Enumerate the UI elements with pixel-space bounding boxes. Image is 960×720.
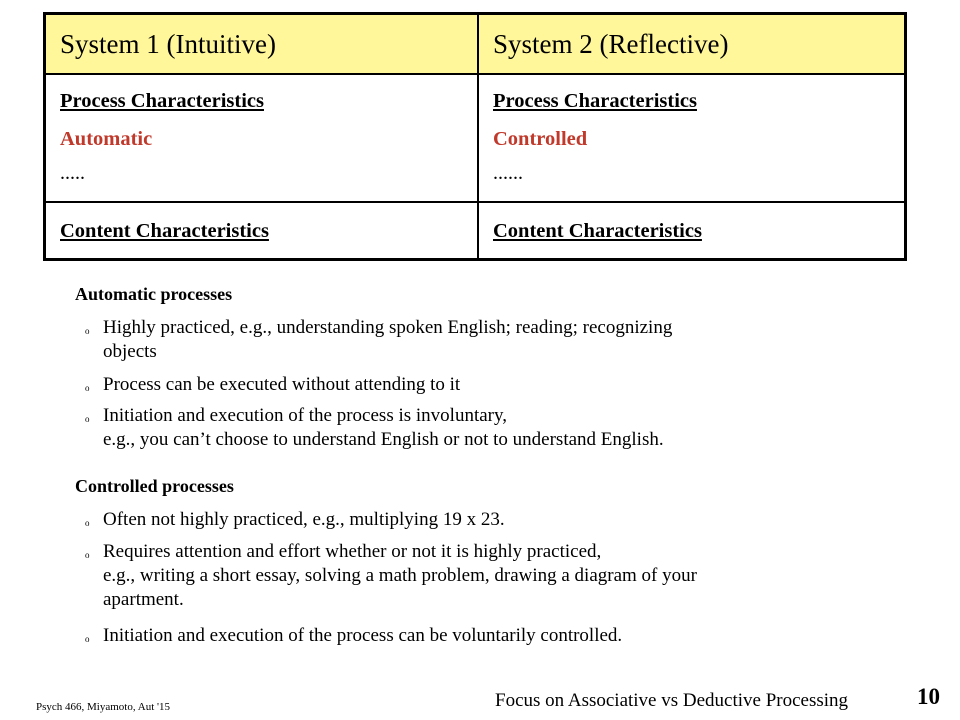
list-item-line: apartment. [103,589,184,610]
system2-process-ellipsis: ...... [493,162,523,184]
controlled-processes-title: Controlled processes [75,476,234,496]
system2-content-cell [479,203,904,258]
system1-header-text: System 1 (Intuitive) [60,28,276,59]
system2-header [479,15,904,75]
bullet-icon: o [85,634,90,644]
list-item-line: Initiation and execution of the process can be voluntarily controlled. [103,625,623,646]
list-item-line: Highly practiced, e.g., understanding spoken English; reading; recognizing [103,317,673,338]
automatic-item-1 [103,316,863,364]
system2-content-heading: Content Characteristics [493,219,702,242]
system1-content-heading: Content Characteristics [60,219,269,242]
list-item-line: Often not highly practiced, e.g., multiplying 19 x 23. [103,509,505,530]
system1-process-heading: Process Characteristics [60,90,264,112]
bullet-icon: o [85,518,90,528]
list-item-line: Initiation and execution of the process is involuntary, [103,405,508,426]
focus-footer: Focus on Associative vs Deductive Processing [495,690,849,711]
bullet-icon: o [85,414,90,424]
system2-process-cell [479,75,904,203]
system1-process-ellipsis: ..... [60,162,85,184]
automatic-item-3 [103,404,863,452]
system2-process-heading: Process Characteristics [493,90,697,112]
list-item-line: Process can be executed without attending to it [103,374,461,395]
system1-content-cell [46,203,479,258]
bullet-icon: o [85,326,90,336]
list-item-line: e.g., you can’t choose to understand English or not to understand English. [103,429,664,450]
list-item-line: objects [103,341,157,362]
page-number: 10 [917,684,940,709]
controlled-item-2 [103,540,863,612]
bullet-icon: o [85,550,90,560]
bullet-icon: o [85,383,90,393]
system1-process-value: Automatic [60,128,153,150]
controlled-item-3 [103,624,863,648]
automatic-processes-title: Automatic processes [75,284,233,304]
automatic-item-2 [103,373,863,397]
system2-header-text: System 2 (Reflective) [493,28,729,59]
system1-process-cell [46,75,479,203]
list-item-line: e.g., writing a short essay, solving a math problem, drawing a diagram of your [103,565,697,586]
system1-header [46,15,479,75]
controlled-item-1 [103,508,863,532]
comparison-table [43,12,907,261]
course-footer: Psych 466, Miyamoto, Aut '15 [36,701,170,713]
system2-process-value: Controlled [493,128,588,150]
list-item-line: Requires attention and effort whether or not it is highly practiced, [103,541,602,562]
